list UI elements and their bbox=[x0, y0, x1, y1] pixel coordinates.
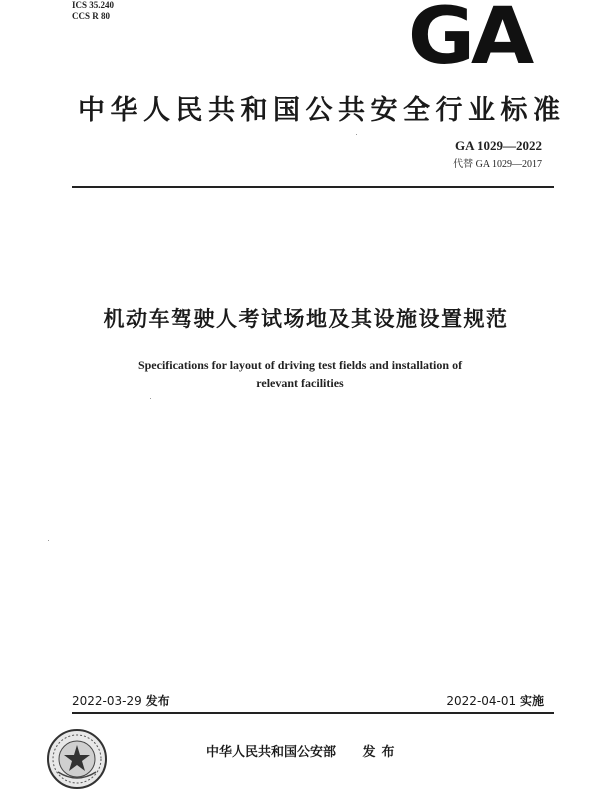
implementation-date bbox=[446, 692, 544, 709]
top-divider bbox=[72, 186, 554, 188]
classification-codes bbox=[72, 0, 114, 22]
standard-code-block bbox=[453, 138, 542, 172]
scan-speck bbox=[356, 134, 357, 135]
police-emblem-seal bbox=[46, 728, 108, 790]
replaces-standard: 代替 GA 1029—2017 bbox=[453, 159, 542, 170]
document-title-en bbox=[0, 356, 600, 392]
ccs-code: CCS R 80 bbox=[72, 11, 111, 21]
issue-date-value: 2022-03-29 bbox=[72, 694, 142, 708]
issue-date bbox=[72, 692, 170, 709]
standard-number: GA 1029—2022 bbox=[454, 138, 542, 153]
publisher-action: 发布 bbox=[362, 745, 401, 760]
bottom-divider bbox=[72, 712, 554, 714]
implementation-date-label: 实施 bbox=[519, 694, 544, 708]
emblem-icon bbox=[46, 728, 108, 790]
publisher-name: 中华人民共和国公安部 bbox=[206, 745, 337, 760]
document-title-en-line1: Specifications for layout of driving test fields and installation of bbox=[137, 358, 463, 372]
scan-speck bbox=[48, 540, 49, 541]
issue-date-label: 发布 bbox=[145, 694, 170, 708]
document-title-en-line2: relevant facilities bbox=[256, 376, 344, 390]
standard-title: 中华人民共和国公共安全行业标准 bbox=[78, 95, 566, 126]
scan-speck bbox=[150, 398, 151, 399]
publisher bbox=[206, 741, 401, 760]
implementation-date-value: 2022-04-01 bbox=[446, 694, 517, 708]
document-title-cn bbox=[0, 303, 600, 333]
document-title-cn-text: 机动车驾驶人考试场地及其设施设置规范 bbox=[103, 307, 509, 331]
ga-logo: GA bbox=[407, 0, 531, 82]
ics-code: ICS 35.240 bbox=[72, 0, 115, 10]
